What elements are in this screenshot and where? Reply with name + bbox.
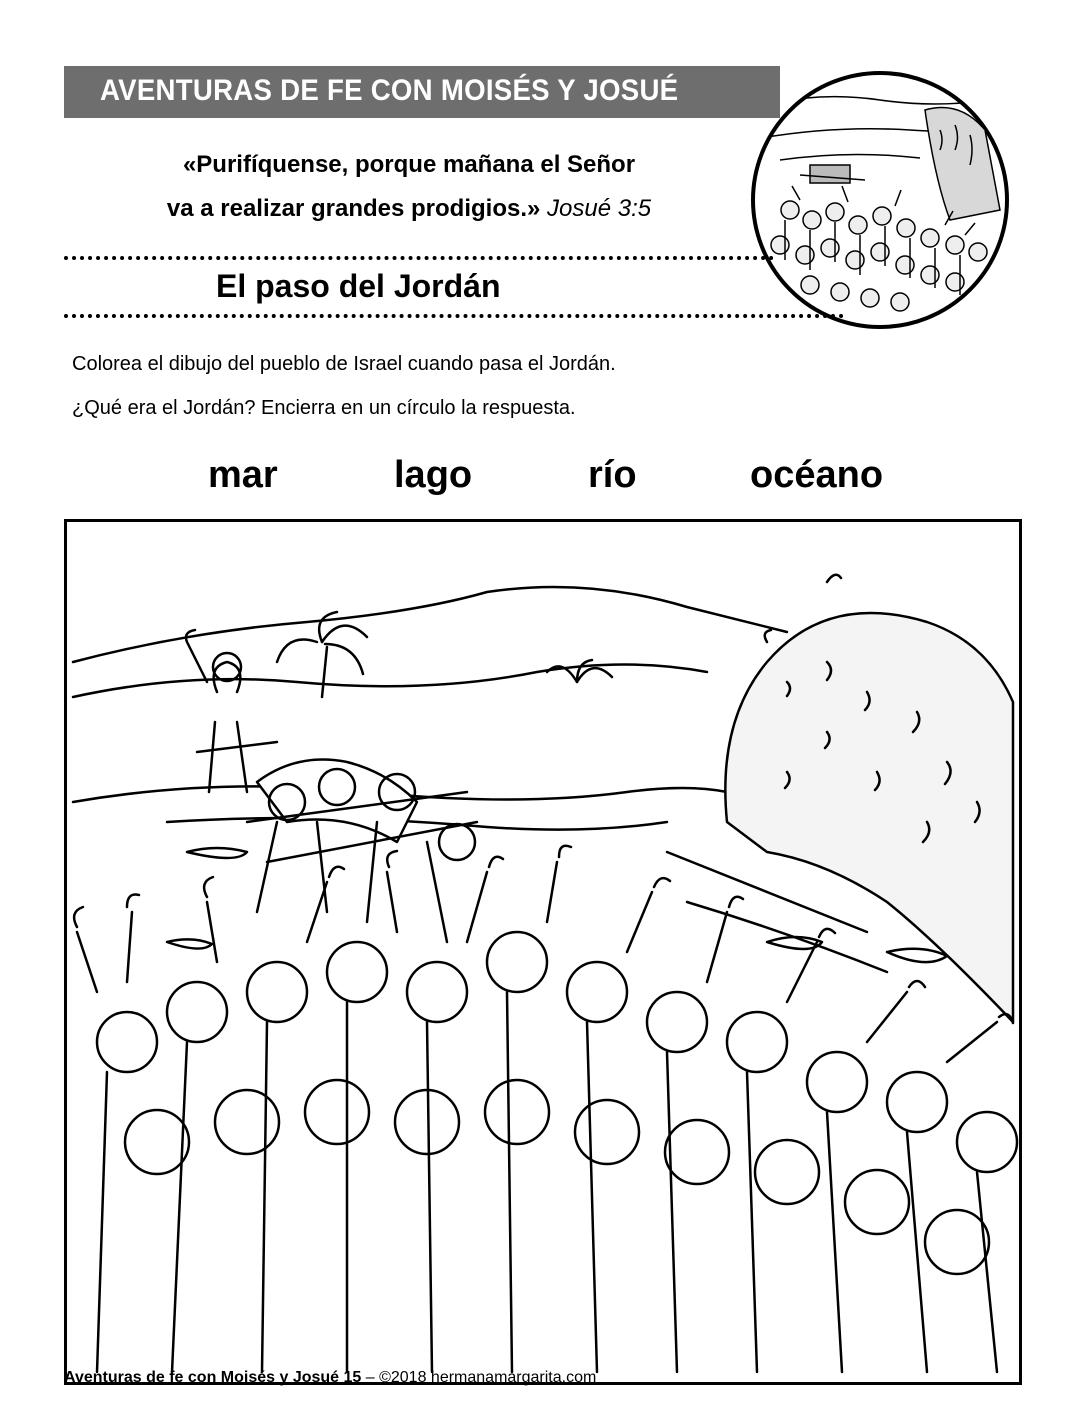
verse-line-2-text: va a realizar grandes prodigios.»: [166, 195, 541, 222]
answer-choice-lago[interactable]: lago: [394, 454, 473, 496]
coloring-picture-frame: [64, 519, 1022, 1385]
verse-reference: Josué 3:5: [547, 195, 652, 222]
footer-book-title: Aventuras de fe con Moisés y Josué 15: [64, 1369, 362, 1386]
dotted-divider-top: [64, 256, 774, 260]
banner-title: AVENTURAS DE FE CON MOISÉS Y JOSUÉ: [100, 74, 679, 107]
answer-choice-oceano[interactable]: océano: [750, 454, 884, 496]
answer-choice-mar[interactable]: mar: [208, 454, 278, 496]
page-footer: [64, 1369, 596, 1387]
section-title: El paso del Jordán: [216, 268, 501, 304]
verse-line-1: «Purifíquense, porque mañana el Señor: [182, 151, 636, 178]
crossing-jordan-medallion-icon: [750, 70, 1010, 330]
dotted-divider-bottom: [64, 314, 844, 318]
footer-separator: –: [361, 1369, 380, 1386]
footer-copyright: ©2018 hermanamargarita.com: [379, 1369, 597, 1386]
verse-line-2: [64, 197, 754, 221]
crossing-jordan-coloring-illustration-icon: [67, 522, 1019, 1382]
instruction-question: ¿Qué era el Jordán? Encierra en un círculo la respuesta.: [72, 397, 576, 419]
instruction-color: Colorea el dibujo del pueblo de Israel cuando pasa el Jordán.: [72, 353, 616, 375]
answer-choice-rio[interactable]: río: [588, 454, 637, 496]
